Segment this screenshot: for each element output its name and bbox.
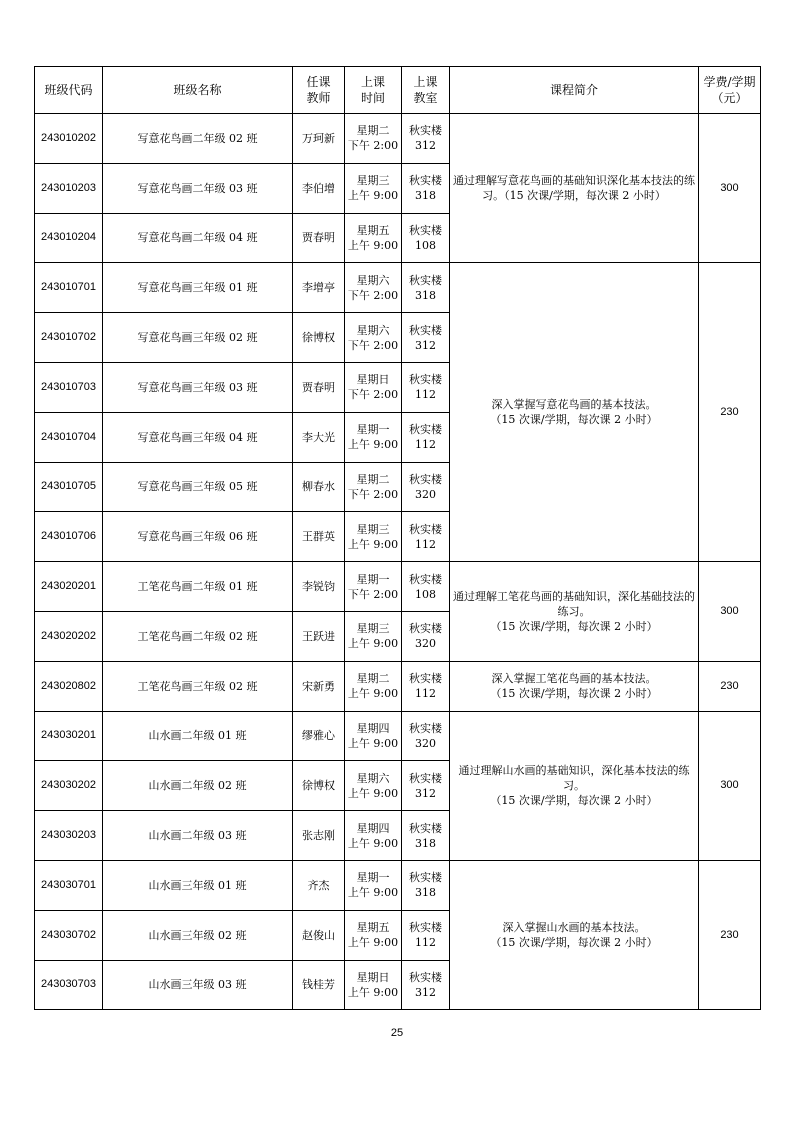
classroom-number: 318 <box>415 288 436 302</box>
classroom <box>402 860 450 910</box>
classroom-number: 318 <box>415 886 436 900</box>
classroom-number: 108 <box>415 238 436 252</box>
class-weekday: 星期日 <box>356 373 390 387</box>
class-code: 243010706 <box>35 512 103 562</box>
course-intro-line: （15 次课/学期，每次课 2 小时） <box>490 619 658 633</box>
classroom <box>402 163 450 213</box>
classroom-number: 112 <box>415 388 436 402</box>
course-intro-line: 通过理解山水画的基础知识，深化基本技法的练习。 <box>458 764 690 793</box>
classroom-number: 320 <box>415 637 436 651</box>
classroom-number: 112 <box>415 936 436 950</box>
classroom-building: 秋实楼 <box>409 572 442 586</box>
class-code: 243010702 <box>35 313 103 363</box>
class-weekday: 星期四 <box>356 721 390 735</box>
classroom-building: 秋实楼 <box>409 622 442 636</box>
class-hour: 上午 9:00 <box>347 537 399 551</box>
teacher-name: 李大光 <box>293 412 345 462</box>
course-intro <box>450 661 699 711</box>
course-intro-line: 深入掌握写意花鸟画的基本技法。 <box>491 398 657 412</box>
class-weekday: 星期一 <box>356 423 390 437</box>
table-row <box>35 114 761 164</box>
class-code: 243020202 <box>35 611 103 661</box>
teacher-name: 钱桂芳 <box>293 960 345 1010</box>
teacher-name: 李伯增 <box>293 163 345 213</box>
class-code: 243010705 <box>35 462 103 512</box>
header-teacher <box>293 67 345 114</box>
class-weekday: 星期三 <box>356 622 390 636</box>
classroom <box>402 761 450 811</box>
tuition-fee: 300 <box>699 562 761 662</box>
classroom-number: 312 <box>415 338 436 352</box>
classroom-number: 318 <box>415 189 436 203</box>
class-code: 243030202 <box>35 761 103 811</box>
class-code: 243030201 <box>35 711 103 761</box>
course-intro <box>450 711 699 860</box>
classroom <box>402 661 450 711</box>
class-time <box>345 114 402 164</box>
classroom-building: 秋实楼 <box>409 871 442 885</box>
class-weekday: 星期二 <box>356 672 390 686</box>
class-hour: 上午 9:00 <box>347 886 399 900</box>
class-weekday: 星期三 <box>356 522 390 536</box>
table-body <box>35 114 761 1010</box>
class-hour: 上午 9:00 <box>347 936 399 950</box>
class-time <box>345 611 402 661</box>
class-name: 写意花鸟画二年级 04 班 <box>103 213 293 263</box>
course-intro-line: （15 次课/学期，每次课 2 小时） <box>490 413 658 427</box>
teacher-name: 万珂新 <box>293 114 345 164</box>
class-code: 243010203 <box>35 163 103 213</box>
classroom-building: 秋实楼 <box>409 970 442 984</box>
teacher-name: 王群英 <box>293 512 345 562</box>
classroom <box>402 960 450 1010</box>
class-hour: 下午 2:00 <box>347 338 399 352</box>
course-intro <box>450 263 699 562</box>
classroom-number: 112 <box>415 438 436 452</box>
teacher-name: 赵俊山 <box>293 910 345 960</box>
classroom-number: 318 <box>415 836 436 850</box>
teacher-name: 徐博权 <box>293 313 345 363</box>
header-tuition-fee <box>699 67 761 114</box>
class-name: 山水画二年级 02 班 <box>103 761 293 811</box>
teacher-name: 徐博权 <box>293 761 345 811</box>
classroom-building: 秋实楼 <box>409 273 442 287</box>
class-name: 写意花鸟画二年级 03 班 <box>103 163 293 213</box>
class-name: 写意花鸟画三年级 01 班 <box>103 263 293 313</box>
class-time <box>345 761 402 811</box>
class-weekday: 星期五 <box>356 223 390 237</box>
header-course-intro: 课程简介 <box>450 67 699 114</box>
classroom-building: 秋实楼 <box>409 921 442 935</box>
class-time <box>345 263 402 313</box>
teacher-name: 王跃进 <box>293 611 345 661</box>
teacher-name: 齐杰 <box>293 860 345 910</box>
class-code: 243030703 <box>35 960 103 1010</box>
class-hour: 上午 9:00 <box>347 238 399 252</box>
class-time <box>345 562 402 612</box>
teacher-name: 柳春水 <box>293 462 345 512</box>
tuition-fee: 230 <box>699 860 761 1009</box>
course-intro-line: （15 次课/学期，每次课 2 小时） <box>490 936 658 950</box>
header-fee-line-2: （元） <box>711 91 748 105</box>
classroom-number: 312 <box>415 139 436 153</box>
header-fee-line-1: 学费/学期 <box>703 75 756 89</box>
class-time <box>345 811 402 861</box>
table-row <box>35 711 761 761</box>
class-hour: 上午 9:00 <box>347 687 399 701</box>
classroom-number: 312 <box>415 786 436 800</box>
classroom <box>402 811 450 861</box>
classroom <box>402 611 450 661</box>
class-hour: 上午 9:00 <box>347 786 399 800</box>
classroom-building: 秋实楼 <box>409 672 442 686</box>
classroom <box>402 114 450 164</box>
header-class-code: 班级代码 <box>35 67 103 114</box>
classroom-building: 秋实楼 <box>409 373 442 387</box>
class-name: 山水画三年级 03 班 <box>103 960 293 1010</box>
class-code: 243010202 <box>35 114 103 164</box>
class-weekday: 星期三 <box>356 174 390 188</box>
classroom <box>402 362 450 412</box>
classroom-number: 312 <box>415 985 436 999</box>
class-hour: 下午 2:00 <box>347 587 399 601</box>
classroom-building: 秋实楼 <box>409 522 442 536</box>
class-code: 243020802 <box>35 661 103 711</box>
class-code: 243010204 <box>35 213 103 263</box>
class-time <box>345 313 402 363</box>
page-number: 25 <box>390 1027 404 1039</box>
table-row <box>35 860 761 910</box>
class-weekday: 星期四 <box>356 821 390 835</box>
class-time <box>345 860 402 910</box>
class-name: 写意花鸟画三年级 04 班 <box>103 412 293 462</box>
class-name: 工笔花鸟画二年级 01 班 <box>103 562 293 612</box>
classroom-number: 112 <box>415 537 436 551</box>
class-weekday: 星期六 <box>356 273 390 287</box>
classroom-number: 112 <box>415 687 436 701</box>
class-code: 243030701 <box>35 860 103 910</box>
class-time <box>345 512 402 562</box>
course-intro-line: （15 次课/学期，每次课 2 小时） <box>490 687 658 701</box>
course-intro-line: 通过理解工笔花鸟画的基础知识，深化基础技法的练习。 <box>453 589 695 618</box>
class-weekday: 星期二 <box>356 124 390 138</box>
class-code: 243030702 <box>35 910 103 960</box>
teacher-name: 贾春明 <box>293 213 345 263</box>
class-name: 山水画三年级 02 班 <box>103 910 293 960</box>
teacher-name: 李锐钧 <box>293 562 345 612</box>
class-hour: 上午 9:00 <box>347 736 399 750</box>
classroom-building: 秋实楼 <box>409 174 442 188</box>
class-time <box>345 163 402 213</box>
header-class-time <box>345 67 402 114</box>
table-row <box>35 562 761 612</box>
teacher-name: 李增亭 <box>293 263 345 313</box>
classroom-building: 秋实楼 <box>409 771 442 785</box>
course-intro <box>450 562 699 662</box>
classroom <box>402 412 450 462</box>
class-weekday: 星期日 <box>356 970 390 984</box>
tuition-fee: 230 <box>699 263 761 562</box>
class-name: 山水画三年级 01 班 <box>103 860 293 910</box>
class-hour: 上午 9:00 <box>347 438 399 452</box>
class-name: 写意花鸟画三年级 06 班 <box>103 512 293 562</box>
class-hour: 上午 9:00 <box>347 836 399 850</box>
class-hour: 下午 2:00 <box>347 487 399 501</box>
class-code: 243010704 <box>35 412 103 462</box>
table-row <box>35 263 761 313</box>
header-room-line-2: 教室 <box>413 91 438 105</box>
classroom-number: 108 <box>415 587 436 601</box>
class-hour: 下午 2:00 <box>347 139 399 153</box>
classroom-building: 秋实楼 <box>409 423 442 437</box>
class-hour: 下午 2:00 <box>347 388 399 402</box>
classroom-building: 秋实楼 <box>409 323 442 337</box>
class-time <box>345 362 402 412</box>
class-weekday: 星期一 <box>356 871 390 885</box>
class-name: 写意花鸟画三年级 05 班 <box>103 462 293 512</box>
teacher-name: 宋新勇 <box>293 661 345 711</box>
class-name: 写意花鸟画二年级 02 班 <box>103 114 293 164</box>
class-hour: 上午 9:00 <box>347 189 399 203</box>
class-code: 243010703 <box>35 362 103 412</box>
class-name: 写意花鸟画三年级 02 班 <box>103 313 293 363</box>
class-name: 工笔花鸟画二年级 02 班 <box>103 611 293 661</box>
class-weekday: 星期五 <box>356 921 390 935</box>
classroom-building: 秋实楼 <box>409 721 442 735</box>
header-room-line-1: 上课 <box>413 75 438 89</box>
tuition-fee: 300 <box>699 711 761 860</box>
class-time <box>345 711 402 761</box>
classroom <box>402 213 450 263</box>
class-hour: 下午 2:00 <box>347 288 399 302</box>
header-classroom <box>402 67 450 114</box>
class-code: 243020201 <box>35 562 103 612</box>
class-weekday: 星期六 <box>356 771 390 785</box>
class-hour: 上午 9:00 <box>347 637 399 651</box>
course-intro-line: 深入掌握山水画的基本技法。 <box>502 921 646 935</box>
course-intro <box>450 860 699 1009</box>
class-weekday: 星期二 <box>356 472 390 486</box>
class-weekday: 星期一 <box>356 572 390 586</box>
header-teacher-line-1: 任课 <box>306 75 331 89</box>
classroom-number: 320 <box>415 487 436 501</box>
class-code: 243030203 <box>35 811 103 861</box>
class-name: 山水画二年级 03 班 <box>103 811 293 861</box>
classroom-number: 320 <box>415 736 436 750</box>
teacher-name: 张志刚 <box>293 811 345 861</box>
class-schedule-table <box>34 66 761 1010</box>
class-time <box>345 960 402 1010</box>
classroom <box>402 711 450 761</box>
class-time <box>345 213 402 263</box>
class-time <box>345 462 402 512</box>
course-intro <box>450 114 699 263</box>
class-name: 山水画二年级 01 班 <box>103 711 293 761</box>
classroom <box>402 910 450 960</box>
header-time-line-1: 上课 <box>360 75 385 89</box>
classroom <box>402 562 450 612</box>
classroom <box>402 313 450 363</box>
header-class-name: 班级名称 <box>103 67 293 114</box>
course-intro-line: 深入掌握工笔花鸟画的基本技法。 <box>491 672 657 686</box>
class-weekday: 星期六 <box>356 323 390 337</box>
header-time-line-2: 时间 <box>360 91 385 105</box>
course-intro-line: 通过理解写意花鸟画的基础知识深化基本技法的练习。（15 次课/学期，每次课 2 小时） <box>453 174 695 203</box>
teacher-name: 贾春明 <box>293 362 345 412</box>
course-intro-line: （15 次课/学期，每次课 2 小时） <box>490 794 658 808</box>
classroom-building: 秋实楼 <box>409 472 442 486</box>
tuition-fee: 230 <box>699 661 761 711</box>
table-row <box>35 661 761 711</box>
classroom <box>402 263 450 313</box>
header-teacher-line-2: 教师 <box>306 91 331 105</box>
teacher-name: 缪雅心 <box>293 711 345 761</box>
class-name: 工笔花鸟画三年级 02 班 <box>103 661 293 711</box>
classroom <box>402 512 450 562</box>
tuition-fee: 300 <box>699 114 761 263</box>
classroom-building: 秋实楼 <box>409 124 442 138</box>
class-time <box>345 910 402 960</box>
class-name: 写意花鸟画三年级 03 班 <box>103 362 293 412</box>
class-code: 243010701 <box>35 263 103 313</box>
class-hour: 上午 9:00 <box>347 985 399 999</box>
classroom-building: 秋实楼 <box>409 821 442 835</box>
table-header-row <box>35 67 761 114</box>
class-time <box>345 661 402 711</box>
classroom-building: 秋实楼 <box>409 223 442 237</box>
classroom <box>402 462 450 512</box>
class-time <box>345 412 402 462</box>
